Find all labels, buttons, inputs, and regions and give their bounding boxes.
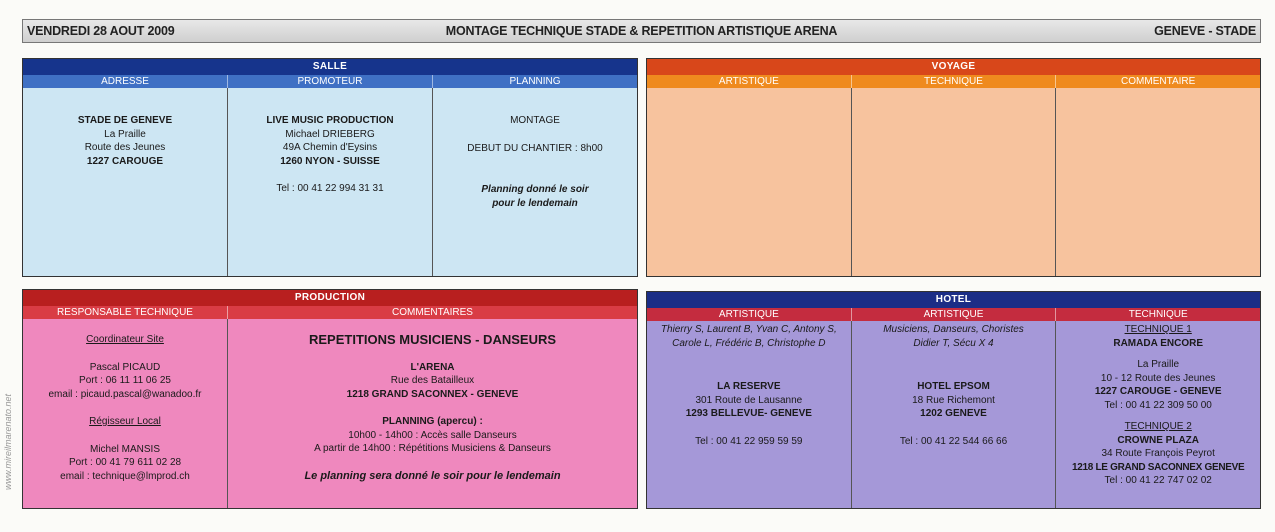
coordinator-email: email : picaud.pascal@wanadoo.fr — [48, 388, 202, 400]
hotel2-tel: Tel : 00 41 22 544 66 66 — [899, 435, 1008, 447]
regisseur-title: Régisseur Local — [89, 416, 161, 427]
promoter-name: LIVE MUSIC PRODUCTION — [266, 115, 394, 126]
production-commentaires-cell — [228, 319, 637, 508]
hotel-title: HOTEL — [647, 292, 1260, 308]
hotel-col-1 — [647, 321, 852, 508]
production-responsable-cell — [23, 319, 228, 508]
salle-promoteur-cell — [228, 88, 433, 276]
venue-name: STADE DE GENEVE — [77, 115, 173, 126]
voyage-section — [646, 58, 1261, 277]
venue-line2: Route des Jeunes — [84, 142, 166, 153]
planning-line2: DEBUT DU CHANTIER : 8h00 — [467, 142, 603, 154]
hotel-col-3 — [1056, 321, 1260, 508]
promoter-street: 49A Chemin d'Eysins — [282, 142, 378, 153]
arena-city: 1218 GRAND SACONNEX - GENEVE — [346, 388, 519, 400]
voyage-artistique-cell — [647, 88, 852, 276]
salle-header-adresse: ADRESSE — [23, 75, 228, 88]
production-header-responsable: RESPONSABLE TECHNIQUE — [23, 306, 228, 319]
voyage-header-commentaire: COMMENTAIRE — [1121, 76, 1196, 87]
voyage-subheaders — [647, 75, 1260, 88]
tech2-name: CROWNE PLAZA — [1117, 434, 1200, 446]
header-title: MONTAGE TECHNIQUE STADE & REPETITION ARTISTIQUE ARENA — [445, 24, 838, 38]
promoter-contact: Michael DRIEBERG — [285, 128, 375, 140]
hotel1-tel: Tel : 00 41 22 959 59 59 — [695, 435, 803, 447]
rehearsal-heading: REPETITIONS MUSICIENS - DANSEURS — [308, 332, 557, 347]
salle-section — [22, 58, 638, 277]
hotel1-people-2: Carole L, Frédéric B, Christophe D — [672, 337, 826, 349]
tech1-line1: La Praille — [1137, 359, 1180, 370]
production-section — [22, 289, 638, 509]
tech1-title: TECHNIQUE 1 — [1124, 324, 1192, 335]
salle-header-planning: PLANNING — [509, 76, 561, 87]
production-subheaders — [23, 306, 637, 319]
promoter-city: 1260 NYON - SUISSE — [280, 155, 380, 167]
hotel1-name: LA RESERVE — [717, 381, 781, 392]
voyage-technique-cell — [852, 88, 1057, 276]
hotel-section — [646, 291, 1261, 509]
hotel2-people-1: Musiciens, Danseurs, Choristes — [883, 324, 1024, 335]
tech1-tel: Tel : 00 41 22 309 50 00 — [1104, 399, 1212, 411]
header-location: GENEVE - STADE — [1154, 24, 1256, 38]
hotel1-street: 301 Route de Lausanne — [695, 394, 803, 406]
hotel2-city: 1202 GENEVE — [920, 408, 987, 419]
hotel-header-technique: TECHNIQUE — [1128, 309, 1188, 320]
production-header-commentaires: COMMENTAIRES — [392, 307, 473, 318]
promoter-tel: Tel : 00 41 22 994 31 31 — [276, 183, 384, 194]
regisseur-email: email : technique@lmprod.ch — [60, 470, 190, 482]
regisseur-name: Michel MANSIS — [89, 443, 160, 455]
hotel-col-2 — [852, 321, 1057, 508]
tech1-city: 1227 CAROUGE - GENEVE — [1094, 386, 1222, 397]
hotel1-people-1: Thierry S, Laurent B, Yvan C, Antony S, — [660, 324, 837, 335]
hotel2-people-2: Didier T, Sécu X 4 — [913, 337, 994, 349]
tech2-street: 34 Route François Peyrot — [1101, 448, 1215, 459]
voyage-title: VOYAGE — [647, 59, 1260, 75]
hotel2-street: 18 Rue Richemont — [912, 394, 995, 406]
header-date: VENDREDI 28 AOUT 2009 — [27, 24, 175, 38]
voyage-header-technique: TECHNIQUE — [852, 75, 1057, 88]
coordinator-name: Pascal PICAUD — [89, 361, 161, 373]
title-bar — [22, 19, 1261, 43]
coordinator-title: Coordinateur Site — [86, 334, 164, 345]
salle-adresse-cell — [23, 88, 228, 276]
tech2-tel: Tel : 00 41 22 747 02 02 — [1104, 475, 1212, 486]
regisseur-port: Port : 00 41 79 611 02 28 — [68, 457, 182, 468]
arena-name: L'ARENA — [410, 361, 455, 373]
hotel-header-artistique-2: ARTISTIQUE — [852, 308, 1057, 321]
salle-title: SALLE — [23, 59, 637, 75]
tech1-name: RAMADA ENCORE — [1113, 337, 1203, 349]
tech2-city: 1218 LE GRAND SACONNEX GENEVE — [1071, 461, 1245, 473]
salle-header-promoteur: PROMOTEUR — [228, 75, 433, 88]
arena-street: Rue des Batailleux — [390, 375, 475, 386]
venue-city: 1227 CAROUGE — [86, 155, 164, 167]
venue-line1: La Praille — [104, 128, 146, 140]
planning-note2: pour le lendemain — [492, 197, 578, 209]
planning-line1: MONTAGE — [510, 115, 560, 126]
coordinator-port: Port : 06 11 11 06 25 — [79, 375, 171, 386]
hotel-subheaders — [647, 308, 1260, 321]
production-title: PRODUCTION — [23, 290, 637, 306]
planning-apercu-1: 10h00 - 14h00 : Accès salle Danseurs — [348, 429, 517, 441]
hotel2-name: HOTEL EPSOM — [917, 381, 990, 392]
tech1-line2: 10 - 12 Route des Jeunes — [1100, 372, 1216, 384]
planning-apercu-2: A partir de 14h00 : Répétitions Musiciens & Danseurs — [314, 443, 551, 454]
salle-planning-cell — [433, 88, 637, 276]
voyage-header-artistique: ARTISTIQUE — [647, 75, 852, 88]
voyage-commentaire-cell — [1056, 88, 1260, 276]
tech2-title: TECHNIQUE 2 — [1124, 421, 1192, 432]
planning-note: Le planning sera donné le soir pour le lendemain — [304, 469, 561, 482]
hotel-header-artistique-1: ARTISTIQUE — [647, 308, 852, 321]
planning-apercu-title: PLANNING (apercu) : — [382, 416, 483, 427]
planning-note1: Planning donné le soir — [481, 184, 589, 195]
salle-subheaders — [23, 75, 637, 88]
hotel1-city: 1293 BELLEVUE- GENEVE — [685, 408, 812, 419]
